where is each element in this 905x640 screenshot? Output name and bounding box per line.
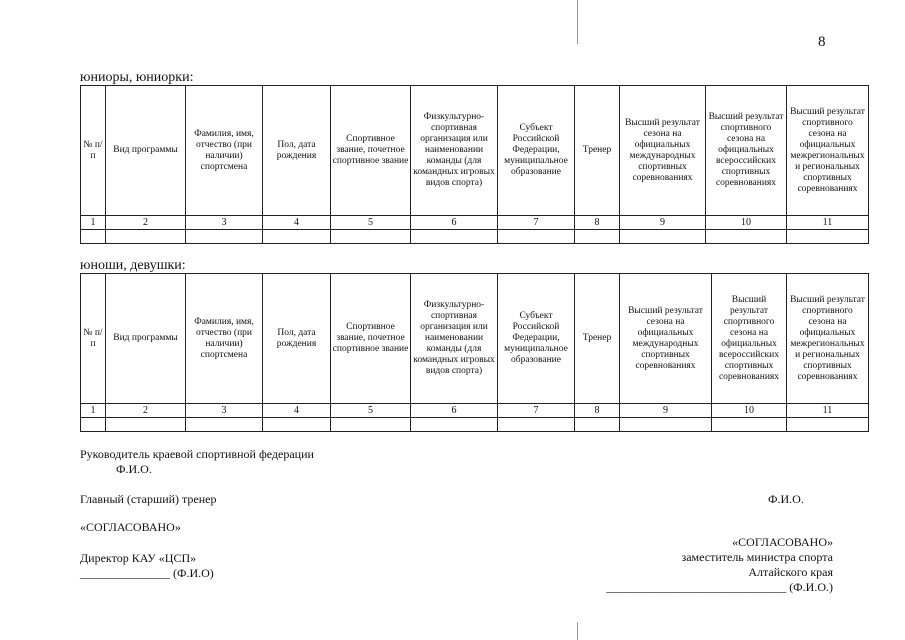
- col-number: 2: [106, 404, 186, 418]
- col-header: Пол, дата рождения: [263, 274, 331, 404]
- column-number-row: [81, 404, 869, 418]
- col-number: 9: [620, 404, 712, 418]
- agreed-left-label: «СОГЛАСОВАНО»: [80, 520, 181, 534]
- col-number: 4: [263, 404, 331, 418]
- column-number-row: [81, 216, 869, 230]
- col-number: 10: [712, 404, 787, 418]
- col-number: 11: [787, 216, 869, 230]
- col-number: 4: [263, 216, 331, 230]
- col-header: Вид программы: [106, 86, 186, 216]
- header-row: [81, 274, 869, 404]
- section-title-youth: юноши, девушки:: [80, 258, 186, 273]
- col-number: 3: [186, 404, 263, 418]
- director-label: Директор КАУ «ЦСП»: [80, 551, 197, 565]
- col-number: 6: [411, 404, 498, 418]
- col-header: Спортивное звание, почетное спортивное звание: [331, 274, 411, 404]
- col-header: Тренер: [575, 274, 620, 404]
- scan-mark-top: [577, 0, 578, 44]
- head-coach-fio: Ф.И.О.: [768, 492, 804, 506]
- agreed-right-label: «СОГЛАСОВАНО»: [732, 535, 833, 549]
- col-number: 7: [498, 404, 575, 418]
- col-header: Пол, дата рождения: [263, 86, 331, 216]
- col-number: 3: [186, 216, 263, 230]
- col-number: 1: [81, 216, 106, 230]
- col-header: Субъект Российской Федерации, муниципальное образование: [498, 86, 575, 216]
- col-header: Физкультурно-спортивная организация или наименовании команды (для командных игровых видов спорта): [411, 274, 498, 404]
- col-number: 8: [575, 216, 620, 230]
- col-header: Высший результат спортивного сезона на официальных межрегиональных и региональных спортивных соревнованиях: [787, 86, 869, 216]
- col-number: 8: [575, 404, 620, 418]
- col-header: Вид программы: [106, 274, 186, 404]
- deputy-signature-line: ______________________________ (Ф.И.О.): [606, 580, 833, 594]
- col-number: 5: [331, 216, 411, 230]
- federation-head-label: Руководитель краевой спортивной федерации: [80, 447, 314, 461]
- col-header: Спортивное звание, почетное спортивное звание: [331, 86, 411, 216]
- col-number: 5: [331, 404, 411, 418]
- col-header: Высший результат сезона на официальных международных спортивных соревнованиях: [620, 86, 706, 216]
- director-signature-line: _______________ (Ф.И.О): [80, 566, 214, 580]
- col-header: Тренер: [575, 86, 620, 216]
- scan-mark-bottom: [577, 622, 578, 640]
- col-number: 7: [498, 216, 575, 230]
- deputy-minister-title: заместитель министра спорта: [681, 550, 833, 564]
- col-number: 11: [787, 404, 869, 418]
- col-number: 1: [81, 404, 106, 418]
- col-header: № п/п: [81, 274, 106, 404]
- col-header: Субъект Российской Федерации, муниципальное образование: [498, 274, 575, 404]
- col-header: Высший результат спортивного сезона на официальных всероссийских спортивных соревнованиях: [712, 274, 787, 404]
- col-header: Высший результат спортивного сезона на официальных межрегиональных и региональных спортивных соревнованиях: [787, 274, 869, 404]
- header-row: [81, 86, 869, 216]
- page-number: 8: [818, 34, 826, 50]
- federation-head-fio: Ф.И.О.: [116, 462, 152, 476]
- table-juniors: [80, 85, 869, 244]
- deputy-minister-region: Алтайского края: [748, 565, 833, 579]
- head-coach-label: Главный (старший) тренер: [80, 492, 217, 506]
- col-number: 6: [411, 216, 498, 230]
- table-youth: [80, 273, 869, 432]
- empty-row: [81, 230, 869, 244]
- section-title-juniors: юниоры, юниорки:: [80, 70, 194, 85]
- col-number: 2: [106, 216, 186, 230]
- col-header: Высший результат спортивного сезона на официальных всероссийских спортивных соревнованиях: [706, 86, 787, 216]
- col-header: Фамилия, имя, отчество (при наличии) спортсмена: [186, 274, 263, 404]
- empty-row: [81, 418, 869, 432]
- col-header: № п/п: [81, 86, 106, 216]
- col-header: Физкультурно-спортивная организация или наименовании команды (для командных игровых видов спорта): [411, 86, 498, 216]
- col-number: 10: [706, 216, 787, 230]
- col-number: 9: [620, 216, 706, 230]
- col-header: Высший результат сезона на официальных международных спортивных соревнованиях: [620, 274, 712, 404]
- col-header: Фамилия, имя, отчество (при наличии) спортсмена: [186, 86, 263, 216]
